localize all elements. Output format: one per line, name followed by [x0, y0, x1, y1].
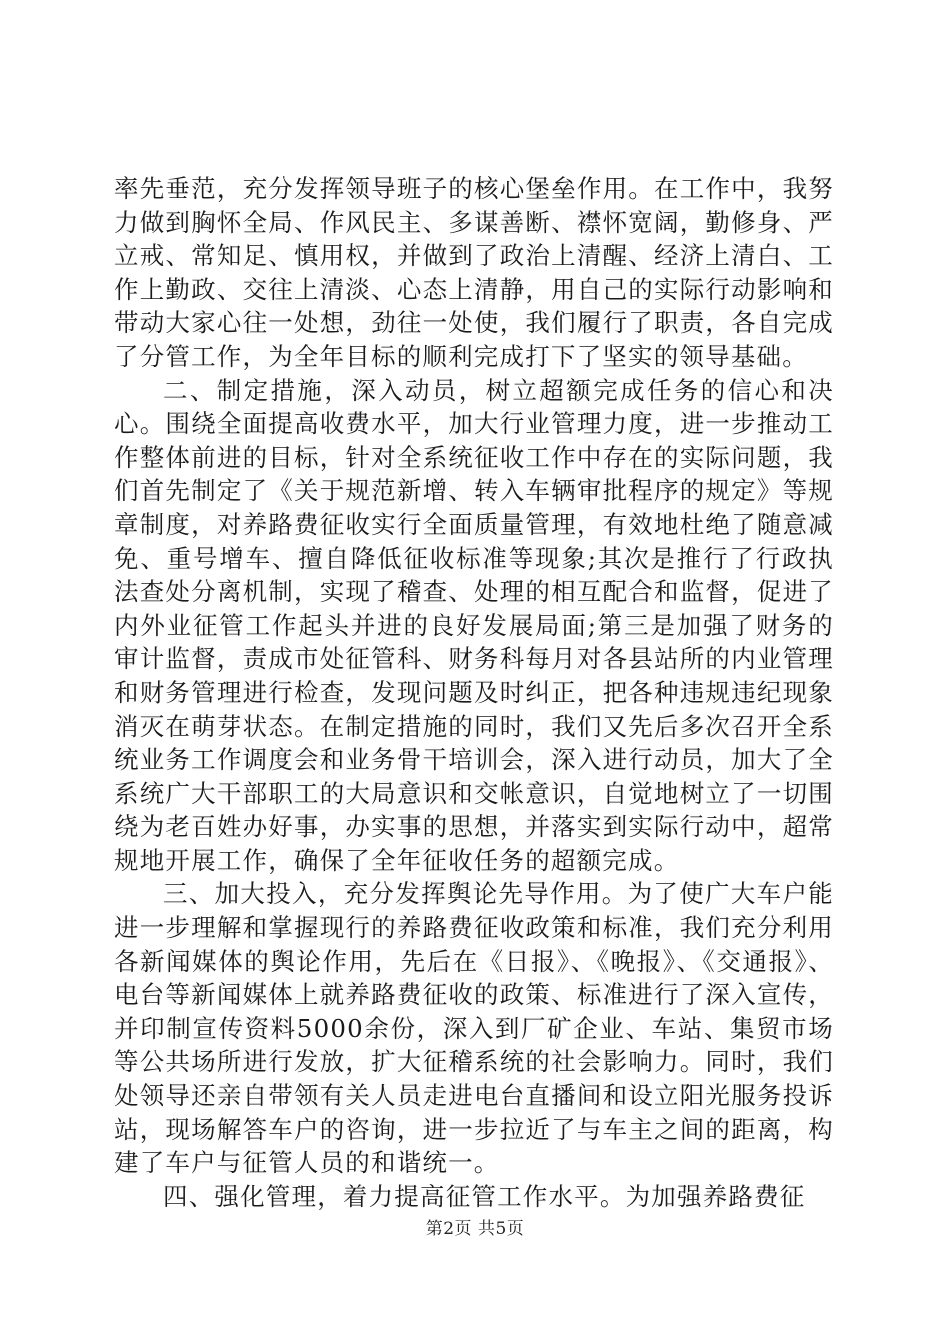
page-number-footer: 第2页 共5页: [425, 1219, 525, 1239]
paragraph-section-three: 三、加大投入，充分发挥舆论先导作用。为了使广大车户能进一步理解和掌握现行的养路费征收政策和标准，我们充分利用各新闻媒体的舆论作用，先后在《日报》、《晚报》、《交通报》、电台等新闻媒体上就养路费征收的政策、标准进行了深入宣传，并印制宣传资料5000余份，深入到厂矿企业、车站、集贸市场等公共场所进行发放，扩大征稽系统的社会影响力。同时，我们处领导还亲自带领有关人员走进电台直播间和设立阳光服务投诉站，现场解答车户的咨询，进一步拉近了与车主之间的距离，构建了车户与征管人员的和谐统一。: [114, 879, 834, 1178]
paragraph-section-two: 二、制定措施，深入动员，树立超额完成任务的信心和决心。围绕全面提高收费水平，加大行业管理力度，进一步推动工作整体前进的目标，针对全系统征收工作中存在的实际问题，我们首先制定了《关于规范新增、转入车辆审批程序的规定》等规章制度，对养路费征收实行全面质量管理，有效地杜绝了随意减免、重号增车、擅自降低征收标准等现象;其次是推行了行政执法查处分离机制，实现了稽查、处理的相互配合和监督，促进了内外业征管工作起头并进的良好发展局面;第三是加强了财务的审计监督，责成市处征管科、财务科每月对各县站所的内业管理和财务管理进行检查，发现问题及时纠正，把各种违规违纪现象消灭在萌芽状态。在制定措施的同时，我们又先后多次召开全系统业务工作调度会和业务骨干培训会，深入进行动员，加大了全系统广大干部职工的大局意识和交帐意识，自觉地树立了一切围绕为老百姓办好事，办实事的思想，并落实到实际行动中，超常规地开展工作，确保了全年征收任务的超额完成。: [114, 375, 834, 875]
document-body: [114, 172, 834, 1213]
paragraph-section-four: 四、强化管理，着力提高征管工作水平。为加强养路费征: [163, 1181, 806, 1211]
paragraph-continued: 率先垂范，充分发挥领导班子的核心堡垒作用。在工作中，我努力做到胸怀全局、作风民主、多谋善断、襟怀宽阔，勤修身、严立戒、常知足、慎用权，并做到了政治上清醒、经济上清白、工作上勤政、交往上清淡、心态上清静，用自己的实际行动影响和带动大家心往一处想，劲往一处使，我们履行了职责，各自完成了分管工作，为全年目标的顺利完成打下了坚实的领导基础。: [114, 174, 834, 371]
